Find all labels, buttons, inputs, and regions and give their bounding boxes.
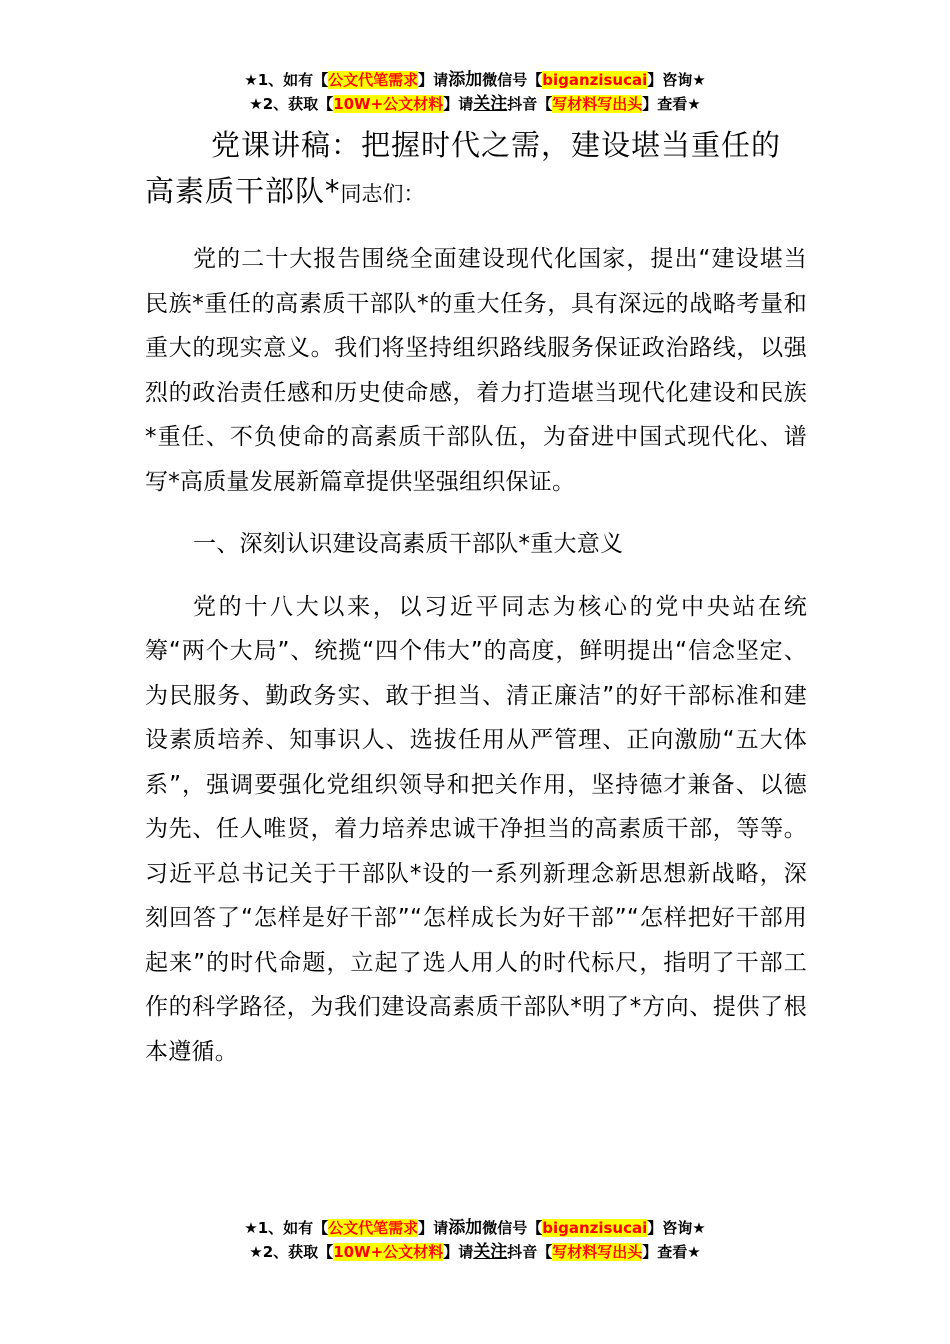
promo-line-2	[0, 92, 950, 116]
document-title: 党课讲稿：把握时代之需，建设堪当重任的高素质干部队*	[145, 128, 782, 208]
promo-douyin-id: 写材料写出头	[552, 95, 643, 113]
document-title-block	[145, 122, 807, 217]
promo-highlight: 公文代笔需求	[328, 1219, 419, 1237]
paragraph: 党的二十大报告围绕全面建设现代化国家，提出“建设堪当民族*重任的高素质干部队*的重大任务，具有深远的战略考量和重大的现实意义。我们将坚持组织路线服务保证政治路线，以强烈的政治责任感和历史使命感，着力打造堪当现代化建设和民族*重任、不负使命的高素质干部队伍，为奋进中国式现代化、谱写*高质量发展新篇章提供坚强组织保证。	[145, 246, 807, 495]
promo-emphasis: 添加	[448, 70, 483, 90]
promo-text: 】请	[418, 1219, 449, 1237]
document-body	[145, 122, 807, 1074]
promo-line-2	[0, 1240, 950, 1264]
promo-douyin-id: 写材料写出头	[552, 1243, 643, 1261]
promo-text: ★2、获取【	[249, 1243, 334, 1261]
promo-text: 】查看★	[642, 95, 701, 113]
promo-text: 抖音【	[507, 95, 553, 113]
greeting: 同志们：	[340, 182, 425, 206]
promo-text: 】查看★	[642, 1243, 701, 1261]
promo-highlight: 10W+公文材料	[333, 1243, 444, 1261]
promo-wechat-id: biganzisucai	[542, 1219, 648, 1237]
promo-emphasis: 关注	[473, 94, 508, 114]
promo-text: 微信号【	[482, 1219, 543, 1237]
promo-line-1	[0, 1216, 950, 1240]
promo-text: ★1、如有【	[244, 1219, 329, 1237]
promo-text: ★1、如有【	[244, 71, 329, 89]
promo-text: 】咨询★	[647, 1219, 706, 1237]
promo-banner-bottom	[0, 1216, 950, 1264]
promo-text: 微信号【	[482, 71, 543, 89]
promo-highlight: 公文代笔需求	[328, 71, 419, 89]
promo-line-1	[0, 68, 950, 92]
promo-highlight: 10W+公文材料	[333, 95, 444, 113]
promo-emphasis: 添加	[448, 1218, 483, 1238]
promo-text: 】请	[443, 1243, 474, 1261]
promo-wechat-id: biganzisucai	[542, 71, 648, 89]
promo-text: ★2、获取【	[249, 95, 334, 113]
promo-text: 】请	[418, 71, 449, 89]
promo-text: 】咨询★	[647, 71, 706, 89]
promo-banner-top	[0, 68, 950, 116]
promo-text: 抖音【	[507, 1243, 553, 1261]
promo-emphasis: 关注	[473, 1242, 508, 1262]
section-heading: 一、深刻认识建设高素质干部队*重大意义	[193, 531, 624, 557]
promo-text: 】请	[443, 95, 474, 113]
paragraph: 党的十八大以来，以习近平同志为核心的党中央站在统筹“两个大局”、统揽“四个伟大”的高度，鲜明提出“信念坚定、为民服务、勤政务实、敢于担当、清正廉洁”的好干部标准和建设素质培养、知事识人、选拔任用从严管理、正向激励“五大体系”，强调要强化党组织领导和把关作用，坚持德才兼备、以德为先、任人唯贤，着力培养忠诚干净担当的高素质干部，等等。习近平总书记关于干部队*设的一系列新理念新思想新战略，深刻回答了“怎样是好干部”“怎样成长为好干部”“怎样把好干部用起来”的时代命题，立起了选人用人的时代标尺，指明了干部工作的科学路径，为我们建设高素质干部队*明了*方向、提供了根本遵循。	[145, 593, 807, 1065]
